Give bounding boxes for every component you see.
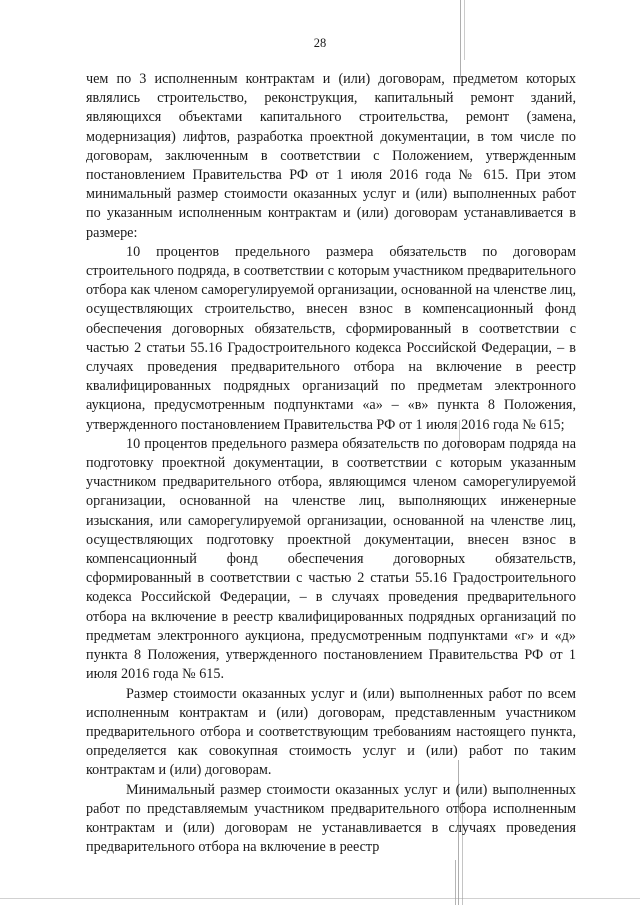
- paragraph-continuation: чем по 3 исполненным контрактам и (или) договорам, предметом которых являлись строительство, реконструкция, капитальный ремонт зданий, являющихся объектами капитального строительства, ремонт (замена, модернизация) лифтов, разработка проектной документации, в том числе по договорам, заключенным в соответствии с Положением, утвержденным постановлением Правительства РФ от 1 июля 2016 года № 615. При этом минимальный размер стоимости оказанных услуг и (или) выполненных работ по указанным исполненным контрактам и (или) договорам устанавливается в размере:: [86, 71, 576, 241]
- paragraph-construction-contracts: 10 процентов предельного размера обязательств по договорам строительного подряда, в соответствии с которым участником предварительного отбора как членом саморегулируемой организации, основанной на членстве лиц, осуществляющих строительство, внесен взнос в компенсационный фонд обеспечения договорных обязательств, сформированный в соответствии с частью 2 статьи 55.16 Градостроительного кодекса Российской Федерации, – в случаях проведения предварительного отбора на включение в реестр квалифицированных подрядных организаций по предметам электронного аукциона, предусмотренным подпунктами «а» – «в» пункта 8 Положения, утвержденного постановлением Правительства РФ от 1 июля 2016 года № 615;: [86, 243, 576, 433]
- paragraph-total-cost: Размер стоимости оказанных услуг и (или) выполненных работ по всем исполненным контрактам и (или) договорам, представленным участником предварительного отбора и соответствующим требованиям настоящего пункта, определяется как совокупная стоимость услуг и (или) работ по таким контрактам и (или) договорам.: [86, 685, 576, 779]
- paragraph-minimum-cost: Минимальный размер стоимости оказанных услуг и (или) выполненных работ по представляемым участником предварительного отбора исполненным контрактам и (или) договорам не устанавливается в случаях проведения предварительного отбора на включение в реестр: [86, 781, 576, 856]
- scan-artifact-line: [464, 0, 465, 60]
- paragraph-design-contracts: 10 процентов предельного размера обязательств по договорам подряда на подготовку проектной документации, в соответствии с которым указанным участником предварительного отбора, являющимся членом саморегулируемой организации, основанной на членстве лиц, выполняющих инженерные изыскания, или саморегулируемой организации, основанной на членстве лиц, осуществляющих подготовку проектной документации, внесен взнос в компенсационный фонд обеспечения договорных обязательств, сформированный в соответствии с частью 2 статьи 55.16 Градостроительного кодекса Российской Федерации, – в случаях проведения предварительного отбора на включение в реестр квалифицированных подрядных организаций по предметам электронного аукциона, предусмотренным подпунктами «г» и «д» пункта 8 Положения, утвержденного постановлением Правительства РФ от 1 июля 2016 года № 615.: [86, 435, 576, 683]
- document-body: [86, 70, 576, 857]
- scan-bottom-edge: [0, 898, 640, 899]
- page-number: 28: [313, 36, 327, 50]
